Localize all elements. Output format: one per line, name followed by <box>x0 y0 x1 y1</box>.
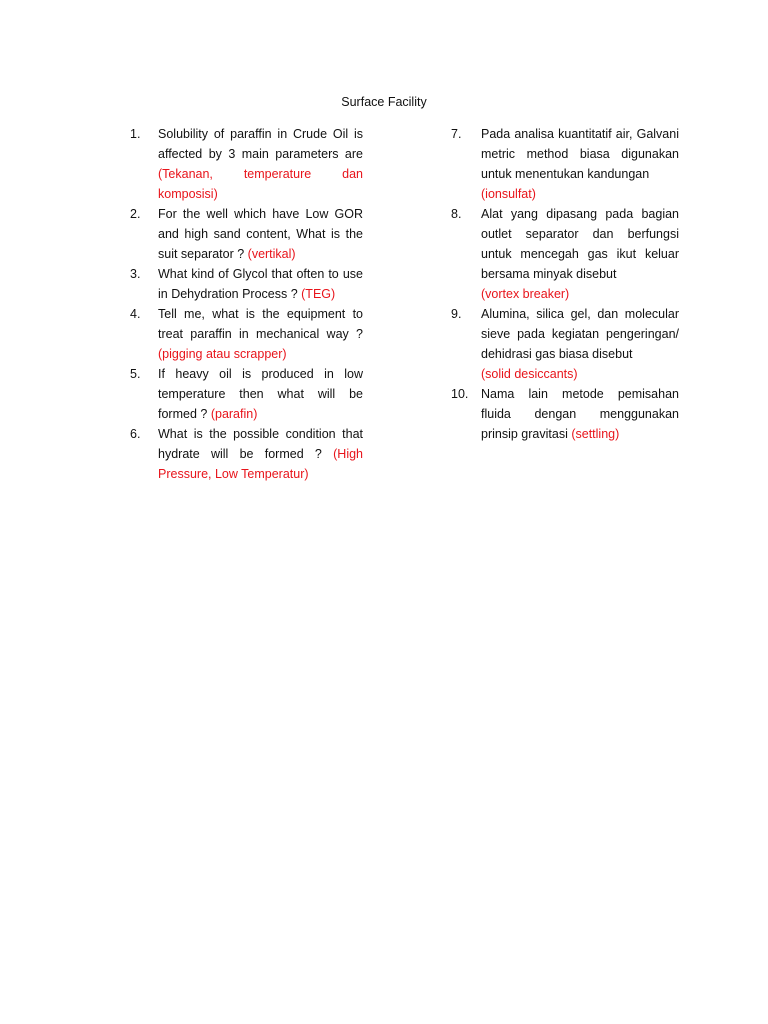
answer-text: (TEG) <box>301 287 336 301</box>
question-number: 1. <box>130 127 141 141</box>
question-text: Nama lain metode pemisahan fluida dengan menggunakan prinsip gravitasi <box>481 387 679 441</box>
question-item-3 <box>118 264 363 304</box>
answer-text: (pigging atau scrapper) <box>158 347 287 361</box>
question-text: Pada analisa kuantitatif air, Galvani metric method biasa digunakan untuk menentukan kandungan <box>481 127 679 181</box>
question-item-5 <box>118 364 363 424</box>
question-list-right <box>441 124 679 444</box>
question-item-7 <box>441 124 679 204</box>
answer-text: (High Pressure, Low Temperatur) <box>158 447 363 481</box>
question-item-8 <box>441 204 679 304</box>
answer-text: (solid desiccants) <box>481 367 578 381</box>
question-text: Solubility of paraffin in Crude Oil is affected by 3 main parameters are <box>158 127 363 161</box>
question-number: 7. <box>451 127 462 141</box>
question-number: 4. <box>130 307 141 321</box>
question-number: 5. <box>130 367 141 381</box>
question-item-10 <box>441 384 679 444</box>
question-number: 10. <box>451 387 469 401</box>
question-number: 9. <box>451 307 462 321</box>
question-text: For the well which have Low GOR and high sand content, What is the suit separator ? <box>158 207 363 261</box>
answer-text: (ionsulfat) <box>481 187 536 201</box>
question-text: Alumina, silica gel, dan molecular sieve pada kegiatan pengeringan/ dehidrasi gas biasa disebut <box>481 307 679 361</box>
question-text: Tell me, what is the equipment to treat paraffin in mechanical way ? <box>158 307 363 341</box>
answer-text: (vertikal) <box>247 247 296 261</box>
question-text: What kind of Glycol that often to use in Dehydration Process ? <box>158 267 363 301</box>
question-item-6 <box>118 424 363 484</box>
question-number: 2. <box>130 207 141 221</box>
page-title: Surface Facility <box>341 95 427 109</box>
question-number: 6. <box>130 427 141 441</box>
question-number: 8. <box>451 207 462 221</box>
answer-text: (parafin) <box>210 407 258 421</box>
question-text: If heavy oil is produced in low temperature then what will be formed ? <box>158 367 363 421</box>
question-item-1 <box>118 124 363 204</box>
question-list-left <box>118 124 363 484</box>
question-item-9 <box>441 304 679 384</box>
answer-text: (vortex breaker) <box>481 287 570 301</box>
question-item-4 <box>118 304 363 364</box>
answer-text: (settling) <box>571 427 620 441</box>
question-text: Alat yang dipasang pada bagian outlet separator dan berfungsi untuk mencegah gas ikut keluar bersama minyak disebut <box>481 207 679 281</box>
question-item-2 <box>118 204 363 264</box>
question-text: What is the possible condition that hydrate will be formed ? <box>158 427 363 461</box>
answer-text: (Tekanan, temperature dan komposisi) <box>158 167 363 201</box>
question-number: 3. <box>130 267 141 281</box>
